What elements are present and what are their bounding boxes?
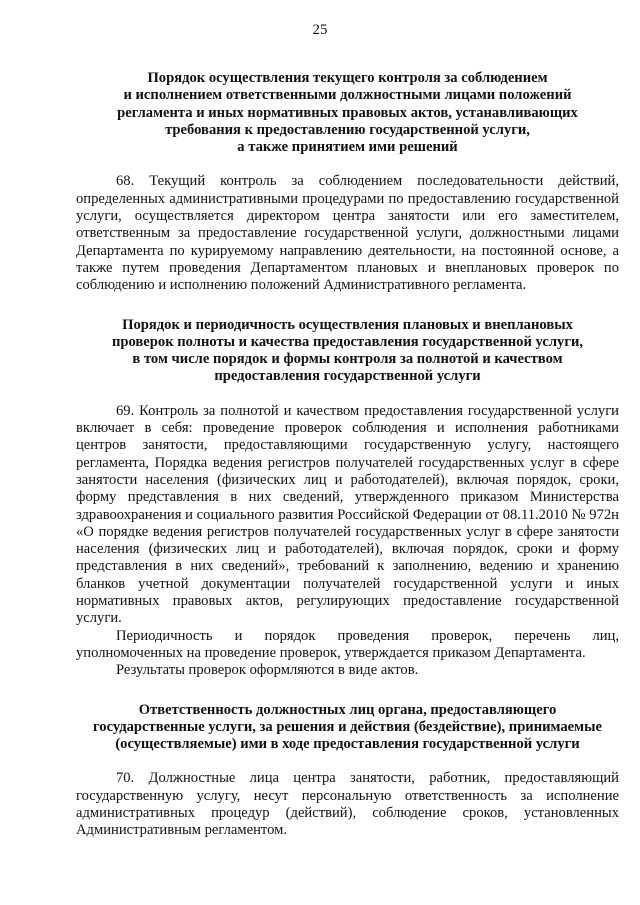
heading-line: Ответственность должностных лиц органа, предоставляющего: [138, 701, 557, 718]
heading-line: и исполнением ответственными должностными лицами положений: [123, 87, 572, 104]
heading-line: Порядок осуществления текущего контроля за соблюдением: [147, 70, 548, 86]
heading-line: требования к предоставлению государственной услуги,: [165, 121, 530, 138]
paragraph-69: 69. Контроль за полнотой и качеством предоставления государственной услуги включает в себя: проведение проверок соблюдения и исполнения работниками центров занятости, предоставляющими государственную услугу, настоящего регламента, Порядка ведения регистров получателей государственных услуг в сфере занятости населения (физических лиц и работодателей), включая порядок, сроки, форму представления в них сведений, утвержденного приказом Министерства здравоохранения и социального развития Российской Федерации от 08.11.2010 № 972н «О порядке ведения регистров получателей государственных услуг в сфере занятости населения (физических лиц и работодателей), включая порядок, сроки и форму представления в них сведений», требований к заполнению, ведению и хранению бланков учетной документации получателей государственной услуги и иных нормативных правовых актов, регулирующих предоставление государственной услуги.: [76, 402, 619, 627]
page-number: 25: [312, 22, 328, 38]
paragraph-inspection-frequency: Периодичность и порядок проведения проверок, перечень лиц, уполномоченных на проведение проверок, утверждается приказом Департамента.: [76, 627, 619, 661]
heading-line: а также принятием ими решений: [237, 139, 458, 156]
paragraph-68: 68. Текущий контроль за соблюдением последовательности действий, определенных административными процедурами по предоставлению государственной услуги, осуществляется директором центра занятости или его заместителем, ответственным за предоставление государственной услуги, должностными лицами Департамента по курируемому направлению деятельности, на постоянной основе, а также путем проведения Департаментом плановых и внеплановых проверок по соблюдению и исполнению положений Административного регламента.: [76, 173, 619, 294]
section-heading-inspections: [76, 317, 619, 386]
paragraph-inspection-results: Результаты проверок оформляются в виде актов.: [116, 662, 419, 679]
heading-line: в том числе порядок и формы контроля за полнотой и качеством: [132, 351, 563, 368]
heading-line: предоставления государственной услуги: [214, 368, 481, 385]
heading-line: проверок полноты и качества предоставления государственной услуги,: [111, 333, 584, 350]
heading-line: Порядок и периодичность осуществления плановых и внеплановых: [122, 316, 573, 333]
section-heading-current-control: [76, 70, 619, 156]
document-body: [76, 70, 619, 840]
section-heading-responsibility: [76, 702, 619, 754]
paragraph-70: 70. Должностные лица центра занятости, работник, предоставляющий государственную услугу, несут персональную ответственность за исполнение административных процедур (действий), соблюдение сроков, установленных Административным регламентом.: [76, 770, 619, 839]
heading-line: регламента и иных нормативных правовых актов, устанавливающих: [117, 104, 578, 121]
heading-line: государственные услуги, за решения и действия (бездействие), принимаемые: [93, 718, 602, 735]
heading-line: (осуществляемые) ими в ходе предоставления государственной услуги: [115, 736, 580, 753]
